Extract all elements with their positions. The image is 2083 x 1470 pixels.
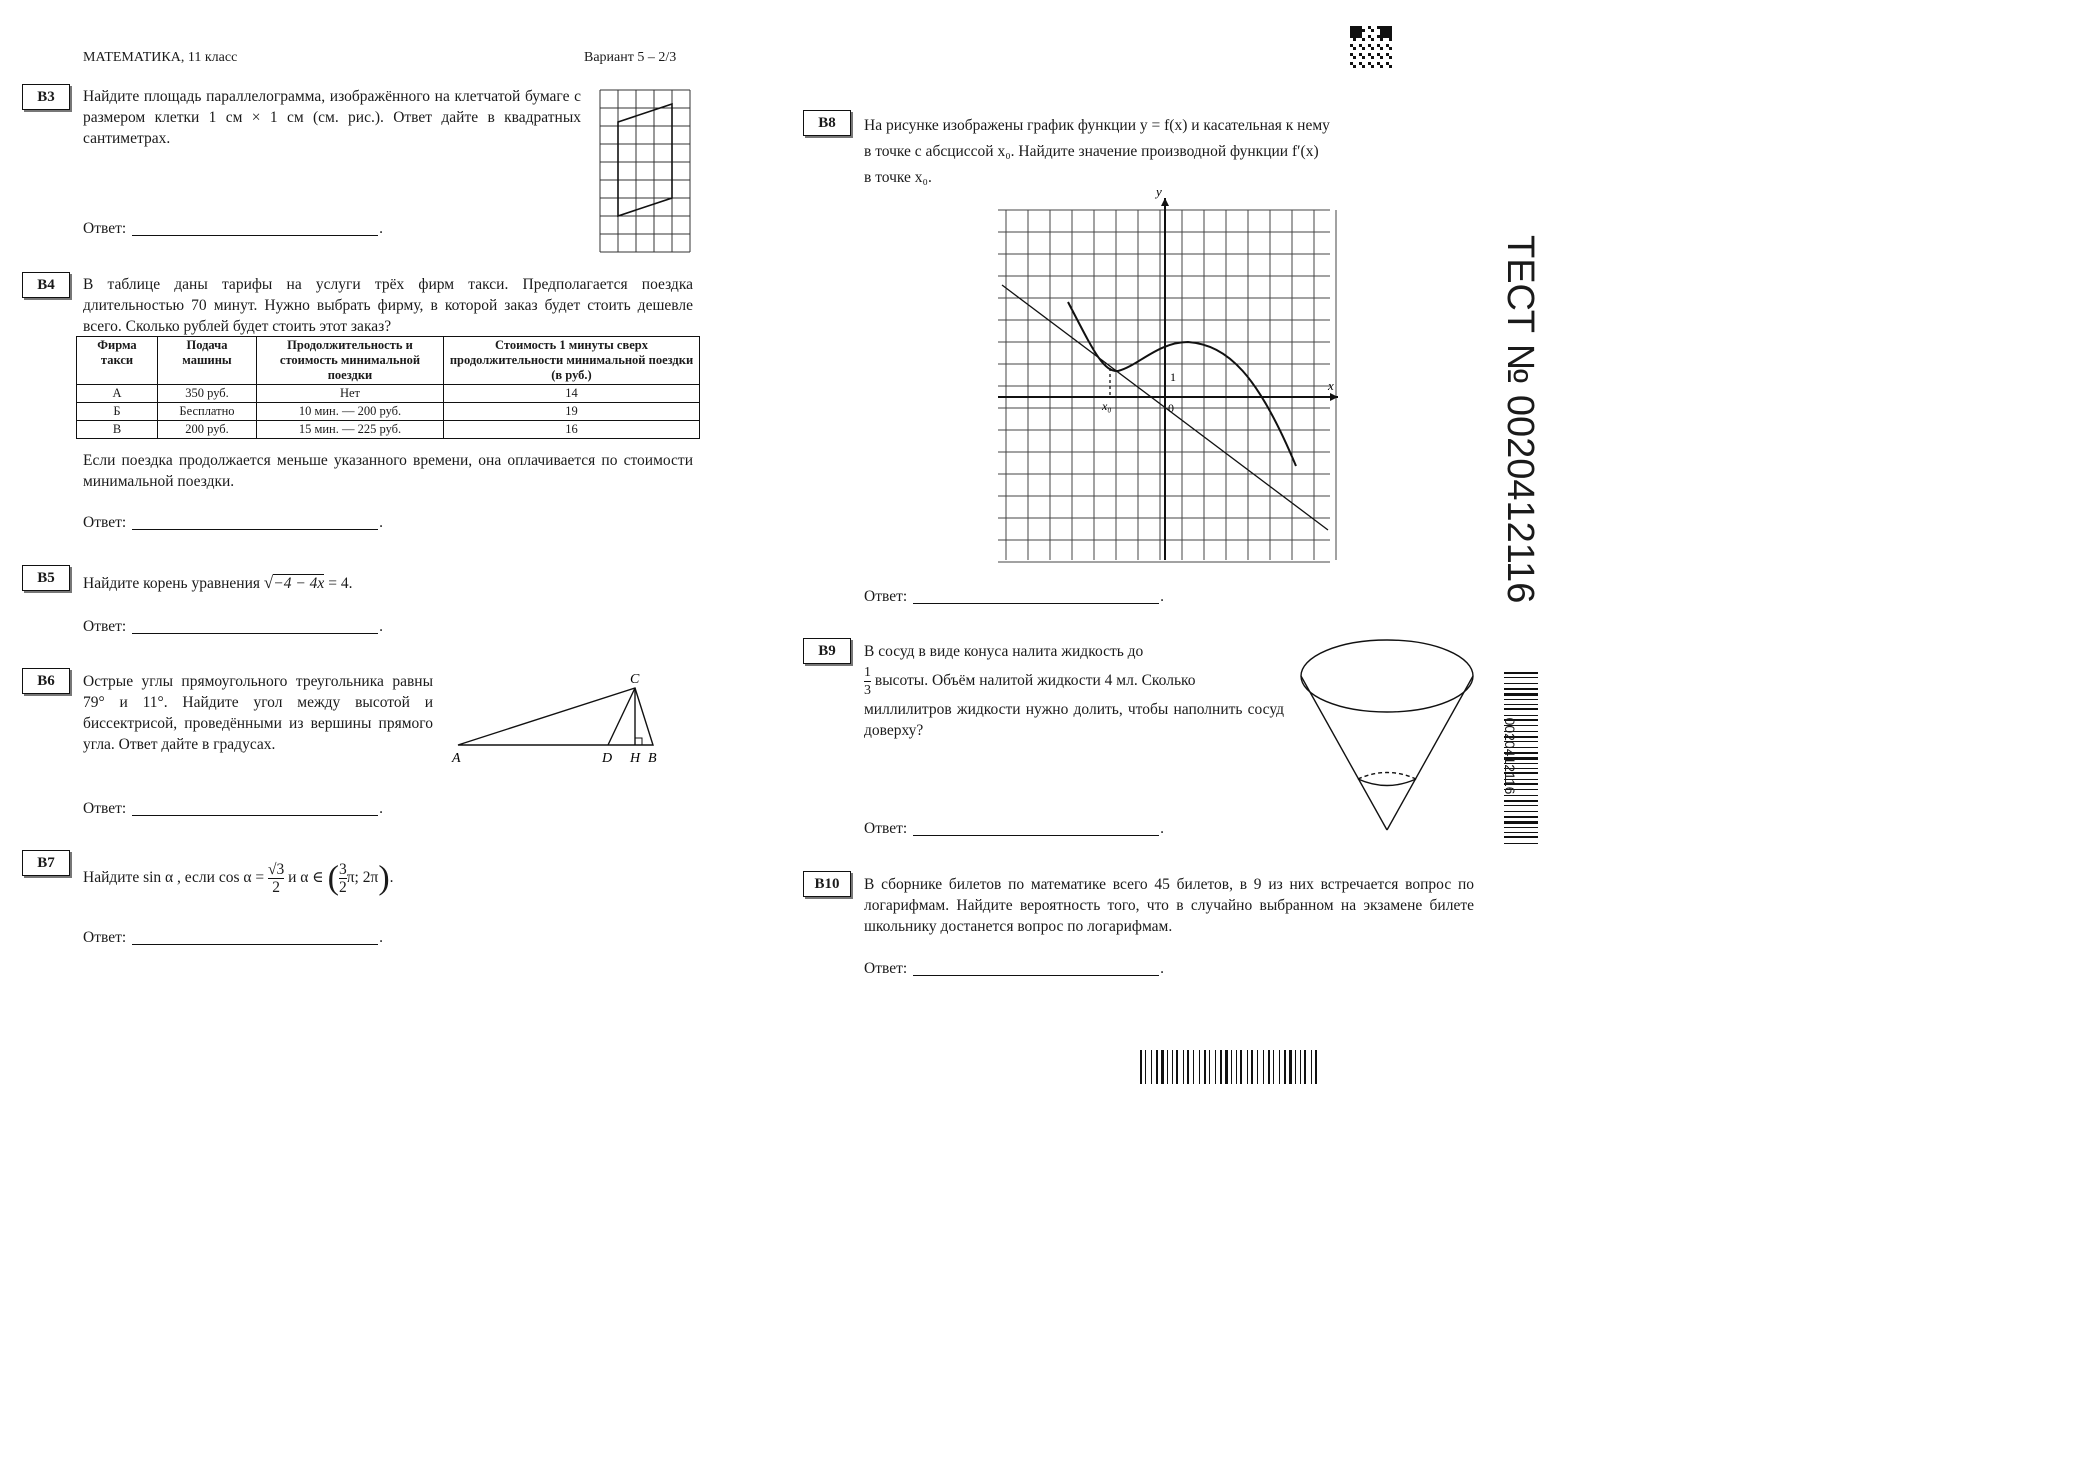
task-b5-lead: Найдите корень уравнения (83, 575, 261, 592)
task-b8-line1: На рисунке изображены график функции y = f(x) и касательная к нему (864, 117, 1330, 134)
task-b5-rhs: = 4. (324, 575, 353, 592)
radicand: −4 − 4x (273, 575, 325, 592)
task-b8-text (864, 113, 1474, 191)
answer-b3: Ответ: . (83, 220, 384, 237)
answer-b5: Ответ: . (83, 618, 384, 635)
task-b10-text: В сборнике билетов по математике всего 45 билетов, в 9 из них встречается вопрос по логарифмам. Найдите вероятность того, что в случайно выбранном на экзамене билете школьнику достанется вопрос по логарифмам. (864, 876, 1474, 935)
task-label-b9: B9 (803, 638, 851, 664)
task-b9-line1: В сосуд в виде конуса налита жидкость до (864, 643, 1144, 660)
table-cell: А (77, 385, 158, 403)
task-b8-line3: в точке x₀. (864, 169, 932, 186)
task-b3-text: Найдите площадь параллелограмма, изображённого на клетчатой бумаге с размером клетки 1 см × 1 см (см. рис.). Ответ дайте в квадратных сантиметрах. (83, 88, 581, 147)
answer-b8: Ответ: . (864, 588, 1165, 605)
task-b7-mid: и α ∈ (288, 869, 324, 886)
taxi-tariff-table (76, 336, 700, 439)
answer-input-b6[interactable] (132, 815, 378, 816)
table-cell: 19 (444, 403, 700, 421)
answer-input-b5[interactable] (132, 633, 378, 634)
interval-tail: π; 2π (346, 869, 379, 886)
cos-numerator: √3 (268, 860, 285, 878)
interval-numerator: 3 (338, 860, 347, 878)
table-header: Фирма такси (77, 337, 158, 385)
cos-denominator: 2 (272, 878, 280, 896)
right-triangle-figure (450, 668, 665, 768)
answer-b6: Ответ: . (83, 800, 384, 817)
point-h-label: H (630, 751, 641, 766)
task-b9-line2: высоты. Объём налитой жидкости 4 мл. Сколько (874, 672, 1196, 690)
answer-input-b3[interactable] (132, 235, 378, 236)
task-b7-lead: Найдите sin α , если cos α = (83, 869, 265, 886)
task-label-b10: B10 (803, 871, 851, 897)
task-b9-line3: миллилитров жидкости нужно долить, чтобы наполнить сосуд доверху? (864, 701, 1284, 739)
table-cell: Бесплатно (158, 403, 257, 421)
table-cell: 10 мин. — 200 руб. (257, 403, 444, 421)
point-d-label: D (602, 751, 613, 766)
table-row (77, 403, 700, 421)
task-b6-text: Острые углы прямоугольного треугольника равны 79° и 11°. Найдите угол между высотой и биссектрисой, проведёнными из вершины прямого угла. Ответ дайте в градусах. (83, 673, 433, 753)
height-fraction-denominator: 3 (864, 683, 871, 698)
point-a-label: A (452, 751, 461, 766)
test-number-title: ТЕСТ № 0020412116 (1499, 235, 1541, 604)
function-graph-figure (998, 190, 1343, 565)
task-b8-line2: в точке с абсциссой x₀. Найдите значение производной функции f′(x) (864, 143, 1319, 160)
task-b7-text: Найдите sin α , если cos α = $\frac{√3}{2}$ и α ∈ ( $\frac{3}{2}$ π; 2π). (83, 859, 394, 897)
task-b4-text: В таблице даны тарифы на услуги трёх фирм такси. Предполагается поездка длительностью 70 минут. Нужно выбрать фирму, в которой заказ будет стоить дешевле всего. Сколько рублей будет стоить этот заказ? (83, 276, 693, 335)
task-label-b8: B8 (803, 110, 851, 136)
answer-input-b10[interactable] (913, 975, 1159, 976)
qr-code-icon (1350, 26, 1392, 68)
variant-header: Вариант 5 – 2/3 (584, 50, 677, 65)
task-b9-text (864, 641, 1284, 741)
answer-label: Ответ: (83, 618, 127, 635)
table-cell: 14 (444, 385, 700, 403)
answer-input-b9[interactable] (913, 835, 1159, 836)
task-label-b4: B4 (22, 272, 70, 298)
bottom-barcode-icon (1140, 1050, 1318, 1084)
answer-input-b7[interactable] (132, 944, 378, 945)
answer-label: Ответ: (83, 929, 127, 946)
answer-label: Ответ: (83, 514, 127, 531)
table-cell: 15 мин. — 225 руб. (257, 421, 444, 439)
answer-label: Ответ: (83, 800, 127, 817)
unit-label: 1 (1170, 370, 1176, 384)
interval-denominator: 2 (338, 878, 347, 896)
table-cell: 16 (444, 421, 700, 439)
table-cell: Нет (257, 385, 444, 403)
answer-b7: Ответ: . (83, 929, 384, 946)
table-cell: 200 руб. (158, 421, 257, 439)
task-label-b6: B6 (22, 668, 70, 694)
axis-label-y: y (1156, 190, 1162, 199)
task-label-b5: B5 (22, 565, 70, 591)
axis-label-x: x (1328, 378, 1334, 393)
table-header: Подача машины (158, 337, 257, 385)
task-b5-text: Найдите корень уравнения √−4 − 4x = 4. (83, 573, 353, 592)
answer-b10: Ответ: . (864, 960, 1165, 977)
task-b4-note: Если поездка продолжается меньше указанного времени, она оплачивается по стоимости минимальной поездки. (83, 452, 693, 490)
subject-header: МАТЕМАТИКА, 11 класс (83, 50, 238, 65)
answer-b9: Ответ: . (864, 820, 1165, 837)
table-row (77, 385, 700, 403)
origin-label: 0 (1168, 401, 1174, 415)
answer-input-b8[interactable] (913, 603, 1159, 604)
height-fraction-numerator: 1 (864, 665, 871, 680)
answer-label: Ответ: (83, 220, 127, 237)
task-label-b3: B3 (22, 84, 70, 110)
answer-b4: Ответ: . (83, 514, 384, 531)
table-cell: 350 руб. (158, 385, 257, 403)
answer-input-b4[interactable] (132, 529, 378, 530)
point-c-label: C (630, 672, 640, 687)
parallelogram-grid-figure (596, 86, 694, 254)
table-cell: Б (77, 403, 158, 421)
answer-label: Ответ: (864, 960, 908, 977)
x0-label: x₀ (1102, 399, 1112, 413)
answer-label: Ответ: (864, 588, 908, 605)
table-header: Продолжительность и стоимость минимальной поездки (257, 337, 444, 385)
table-row (77, 421, 700, 439)
task-label-b7: B7 (22, 850, 70, 876)
cone-figure (1296, 636, 1480, 836)
barcode-number: 0020412116 (1502, 717, 1518, 795)
table-cell: В (77, 421, 158, 439)
point-b-label: B (648, 751, 657, 766)
table-header: Стоимость 1 минуты сверх продолжительности минимальной поездки (в руб.) (444, 337, 700, 385)
answer-label: Ответ: (864, 820, 908, 837)
